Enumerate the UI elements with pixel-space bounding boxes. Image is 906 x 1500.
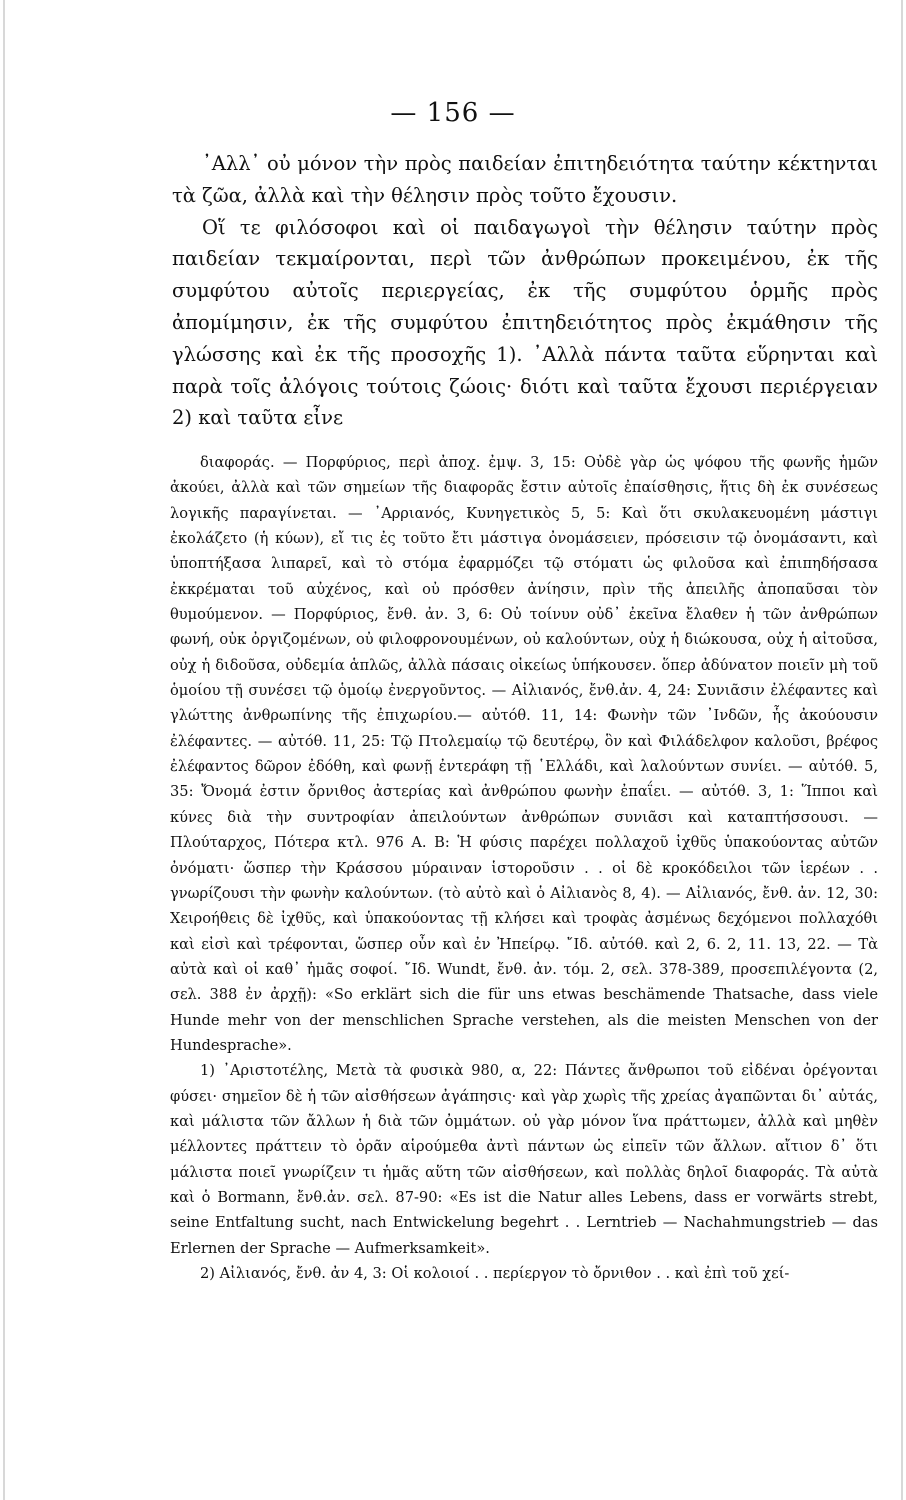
scan-edge-right [901,0,903,1500]
page-number: — 156 — [390,98,516,128]
footnote-1: 1) ᾿Αριστοτέλης, Μετὰ τὰ φυσικὰ 980, α, 22: Πάντες ἄνθρωποι τοῦ εἰδέναι ὀρέγονται φύσει· σημεῖον δὲ ἡ τῶν αἰσθήσεων ἀγάπησις· καὶ γὰρ χωρὶς τῆς χρείας ἀγαπῶνται δι᾿ αὐτάς, καὶ μάλιστα τῶν ἄλλων ἡ διὰ τῶν ὀμμάτων. οὐ γὰρ μόνον ἵνα πράττωμεν, ἀλλὰ καὶ μηθὲν μέλλοντες πράττειν τὸ ὁρᾶν αἱρούμεθα ἀντὶ πάντων ὡς εἰπεῖν τῶν ἄλλων. αἴτιον δ᾿ ὅτι μάλιστα ποιεῖ γνωρίζειν τι ἡμᾶς αὕτη τῶν αἰσθήσεων, καὶ πολλὰς δηλοῖ διαφοράς. Τὰ αὐτὰ καὶ ὁ Bormann, ἔνθ.ἀν. σελ. 87-90: «Es ist die Natur alles Lebens, dass er vorwärts strebt, seine Entfaltung sucht, nach Entwickelung begehrt . . Lerntrieb — Nachahmungstrieb — das Erlernen der Sprache — Aufmerksamkeit». [170,1062,878,1257]
scan-edge-left [3,0,5,1500]
footnote-continuation: διαφοράς. — Πορφύριος, περὶ ἀποχ. ἐμψ. 3, 15: Οὐδὲ γὰρ ὡς ψόφου τῆς φωνῆς ἡμῶν ἀκούει, ἀλλὰ καὶ τῶν σημείων τῆς διαφορᾶς ἔστιν αὐτοῖς ἐπαίσθησις, ἥτις δὴ ἐκ συνέσεως λογικῆς παραγίνεται. — ᾿Αρριανός, Κυνηγετικὸς 5, 5: Καὶ ὅτι σκυλακευομένη μάστιγι ἐκολάζετο (ἡ κύων), εἴ τις ἐς τοῦτο ἔτι μάστιγα ὀνομάσειεν, πρόσεισιν τῷ ὀνομάσαντι, καὶ ὑποπτήξασα λιπαρεῖ, καὶ τὸ στόμα ἐφαρμόζει τῷ στόματι ὡς φιλοῦσα καὶ ἐπιπηδήσασα ἐκκρέμαται τοῦ αὐχένος, καὶ οὐ πρόσθεν ἀνίησιν, πρὶν τῆς ἀπειλῆς ἀποπαῦσαι τὸν θυμούμενον. — Πορφύριος, ἔνθ. ἀν. 3, 6: Οὐ τοίνυν οὐδ᾿ ἐκεῖνα ἔλαθεν ἡ τῶν ἀνθρώπων φωνή, οὐκ ὀργιζομένων, οὐ φιλοφρονουμένων, οὐ καλούντων, οὐχ ἡ διώκουσα, οὐχ ἡ αἰτοῦσα, οὐχ ἡ διδοῦσα, οὐδεμία ἁπλῶς, ἀλλὰ πάσαις οἰκείως ὑπήκουσεν. ὅπερ ἀδύνατον ποιεῖν μὴ τοῦ ὁμοίου τῇ συνέσει τῷ ὁμοίῳ ἐνεργοῦντος. — Αἰλιανός, ἔνθ.ἀν. 4, 24: Συνιᾶσιν ἐλέφαντες καὶ γλώττης ἀνθρωπίνης τῆς ἐπιχωρίου.— αὐτόθ. 11, 14: Φωνὴν τῶν ᾿Ινδῶν, ἧς ἀκούουσιν ἐλέφαντες. — αὐτόθ. 11, 25: Τῷ Πτολεμαίῳ τῷ δευτέρῳ, ὃν καὶ Φιλάδελφον καλοῦσι, βρέφος ἐλέφαντος δῶρον ἐδόθη, καὶ φωνῇ ἐντεράφη τῇ ῾Ελλάδι, καὶ λαλούντων συνίει. — αὐτόθ. 5, 35: Ὄνομά ἐστιν ὄρνιθος ἀστερίας καὶ ἀνθρώπου φωνὴν ἐπαΐει. — αὐτόθ. 3, 1: Ἵπποι καὶ κύνες διὰ τὴν συντροφίαν ἀπειλούντων ἀνθρώπων συνιᾶσι καὶ καταπτήσσουσι. — Πλούταρχος, Πότερα κτλ. 976 Α. Β: Ἡ φύσις παρέχει πολλαχοῦ ἰχθῦς ὑπακούοντας αὐτῶν ὀνόματι· ὥσπερ τὴν Κράσσου μύραιναν ἱστοροῦσιν . . οἱ δὲ κροκόδειλοι τῶν ἱερέων . . γνωρίζουσι τὴν φωνὴν καλούντων. (τὸ αὐτὸ καὶ ὁ Αἰλιανὸς 8, 4). — Αἰλιανός, ἔνθ. ἀν. 12, 30: Χειροήθεις δὲ ἰχθῦς, καὶ ὑπακούοντας τῇ κλήσει καὶ τροφὰς ἀσμένως δεχόμενοι πολλαχόθι καὶ εἰσὶ καὶ τρέφονται, ὥσπερ οὖν καὶ ἐν Ἠπείρῳ. ῎Ιδ. αὐτόθ. καὶ 2, 6. 2, 11. 13, 22. — Τὰ αὐτὰ καὶ οἱ καθ᾿ ἡμᾶς σοφοί. ῎Ιδ. Wundt, ἔνθ. ἀν. τόμ. 2, σελ. 378-389, προσεπιλέγοντα (2, σελ. 388 ἐν ἀρχῇ): «So erklärt sich die für uns etwas beschämende Thatsache, dass viele Hunde mehr von der menschlichen Sprache verstehen, als die meisten Menschen von der Hundesprache». [170,454,878,1054]
main-text [172,148,878,434]
footnotes [170,450,878,1286]
main-paragraph: Οἵ τε φιλόσοφοι καὶ οἱ παιδαγωγοὶ τὴν θέλησιν ταύτην πρὸς παιδείαν τεκμαίρονται, περὶ τῶν ἀνθρώπων προκειμένου, ἐκ τῆς συμφύτου αὐτοῖς περιεργείας, ἐκ τῆς συμφύτου ὁρμῆς πρὸς ἀπομίμησιν, ἐκ τῆς συμφύτου ἐπιτηδειότητος πρὸς ἐκμάθησιν τῆς γλώσσης καὶ ἐκ τῆς προσοχῆς 1). ᾿Αλλὰ πάντα ταῦτα εὕρηνται καὶ παρὰ τοῖς ἀλόγοις τούτοις ζώοις· διότι καὶ ταῦτα ἔχουσι περιέργειαν 2) καὶ ταῦτα εἶνε [172,215,878,430]
main-paragraph: ᾿Αλλ᾿ οὐ μόνον τὴν πρὸς παιδείαν ἐπιτηδειότητα ταύτην κέκτηνται τὰ ζῶα, ἀλλὰ καὶ τὴν θέλησιν πρὸς τοῦτο ἔχουσιν. [172,152,878,207]
footnote-2: 2) Αἰλιανός, ἔνθ. ἀν 4, 3: Οἱ κολοιοί . . περίεργον τὸ ὄρνιθον . . καὶ ἐπὶ τοῦ χεί- [200,1265,790,1282]
